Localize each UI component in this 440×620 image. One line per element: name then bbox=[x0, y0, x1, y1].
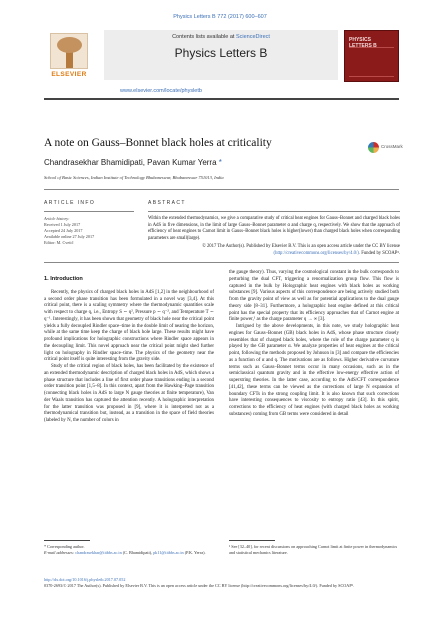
journal-title: Physics Letters B bbox=[174, 46, 268, 60]
journal-header bbox=[44, 30, 399, 94]
intro-paragraph-1: Recently, the physics of charged black holes in AdS [1,2] in the neighbourhood of a second order phase transition has been formulated in a novel way [3,4]. At this critical point, there is a scaling symmetry where the thermodynamic quantities scale with respect to charge q, i.e., Entropy S ∼ q², Pressure p ∼ q⁻², and Temperature T ∼ q⁻¹. Interestingly, it has been shown that geometry of black hole near the critical point yields a fully decoupled Rindler space–time in the double limit of nearing the horizon, while at the same time keep the charge of black hole large. These results might have profound implications for holographic constructions where Rindler space appears in the decoupling limit. This novel approach near the critical point might shed further light on holography in Rindler space–time. The physics of the geometry near the critical point itself is quite interesting from the gravity side. bbox=[44, 289, 214, 363]
doi-link[interactable]: http://dx.doi.org/10.1016/j.physletb.2017.07.052 bbox=[44, 577, 126, 582]
email-owner-2: (P.K. Yerra). bbox=[184, 549, 206, 555]
abstract-copyright bbox=[148, 244, 400, 257]
abstract-rule bbox=[148, 211, 400, 212]
article-info-rule bbox=[44, 211, 134, 212]
crossmark-icon bbox=[368, 142, 379, 153]
received-date: Received 1 July 2017 bbox=[44, 222, 81, 227]
email-owner-1: (C. Bhamidipati), bbox=[122, 549, 153, 555]
intro-paragraph-4: Intrigued by the above developments, in this note, we study holographic heat engines for Gauss–Bonnet (GB) black holes in AdS, whose phase structure closely resembles that of charged black holes, where the role of the charge parameter q is played by the GB parameter α. We analyze properties of heat engines at the critical point, following the methods proposed by Johnson in [3] and compare the efficiencies as a function of α and q. The motivations are as follows. Higher derivative curvature terms such as Gauss–Bonnet terms occur in many occasions, such as in the semiclassical quantum gravity and in the effective low-energy effective action of superstring theories. In the latter case, according to the AdS/CFT correspondence [41,42], these terms can be viewed as the corrections of large N expansion of boundary CFTs in the strong coupling limit. It is also known that such corrections have interesting consequences to viscosity to entropy ratio [43]. In this spirit, corrections to the efficiency of heat engines (with charged black holes as working substances) coming from GB terms were considered in detail bbox=[229, 324, 399, 417]
author-footnotes bbox=[44, 544, 214, 555]
publisher-name: ELSEVIER bbox=[51, 71, 87, 78]
cover-title: PHYSICS LETTERS B bbox=[349, 37, 377, 49]
author-affiliation: School of Basic Sciences, Indian Institute of Technology Bhubaneswar, Bhubaneswar 751013, India bbox=[44, 175, 224, 180]
article-footer bbox=[44, 577, 399, 588]
author-names: Chandrasekhar Bhamidipati, Pavan Kumar Yerra bbox=[44, 158, 217, 167]
abstract-heading: ABSTRACT bbox=[148, 200, 186, 206]
elsevier-tree-icon bbox=[50, 33, 88, 69]
email-link-2[interactable]: pk11@iitbbs.ac.in bbox=[153, 549, 184, 555]
intro-paragraph-3: the gauge theory). Thus, varying the cosmological constant in the bulk corresponds to perturbing the dual CFT, triggering a renormalization group flow. This flow is captured in the bulk by Holographic heat engines with black holes as working substances [9]. Various aspects of this correspondence are being actively studied both from the gravity point of view as well as for potential applications to the dual gauge theory side [8–31]. Furthermore, a holographic heat engine defined at this critical point has the special property that its efficiency approaches that of Carnot engine at finite power,¹ as the charge parameter q → ∞ [3]. bbox=[229, 270, 399, 323]
copyright-text: © 2017 The Author(s). Published by Elsevier B.V. This is an open access article under the CC BY license bbox=[202, 244, 400, 249]
elsevier-logo[interactable] bbox=[44, 30, 94, 80]
funding-note: Funded by SCOAP³. bbox=[361, 250, 400, 256]
editor-name: Editor: M. Cvetič bbox=[44, 240, 74, 245]
corresponding-author-marker[interactable]: * bbox=[218, 158, 222, 167]
cover-decoration bbox=[349, 47, 394, 77]
article-info-panel bbox=[44, 200, 134, 246]
accepted-date: Accepted 24 July 2017 bbox=[44, 228, 83, 233]
journal-citation-link[interactable]: Physics Letters B 772 (2017) 600–607 bbox=[173, 14, 267, 20]
section-divider bbox=[44, 189, 399, 190]
article-info-heading: ARTICLE INFO bbox=[44, 200, 96, 206]
right-column bbox=[229, 270, 399, 419]
abstract-text: Within the extended thermodynamics, we give a comparative study of critical heat engines for Gauss–Bonnet and charged black holes in AdS in five dimensions, in the limit of large Gauss–Bonnet parameter α and charge q, respectively. We show that the approach of efficiency of heat engines to Carnot limit in Gauss–Bonnet black holes is higher(lower) than charged black holes when corresponding parameters are small(large). bbox=[148, 216, 400, 241]
footnote-rule-left bbox=[44, 540, 90, 541]
article-history-label: Article history: bbox=[44, 216, 70, 221]
corresponding-author-note: * Corresponding author. bbox=[44, 544, 85, 549]
body-columns bbox=[44, 270, 399, 540]
paper-title: A note on Gauss–Bonnet black holes at criticality bbox=[44, 137, 272, 149]
footnote-1: ¹ See [32–40], for recent discussions on approaching Carnot limit at finite power in thermodynamics and statistical mechanics literature. bbox=[229, 544, 398, 555]
abstract-panel bbox=[148, 200, 400, 257]
crossmark-badge[interactable] bbox=[368, 142, 403, 154]
email-line bbox=[44, 550, 214, 556]
footnote-rule-right bbox=[229, 540, 275, 541]
introduction-heading: 1. Introduction bbox=[44, 276, 83, 282]
crossmark-label: CrossMark bbox=[381, 144, 403, 149]
author-list bbox=[44, 158, 222, 167]
contents-line bbox=[104, 34, 338, 40]
intro-paragraph-2: Study of the critical region of black holes, has been facilitated by the existence of an extended thermodynamic description of charged black holes in AdS, which shows a phase structure that includes a line of first order phase transitions ending in a second order transition point [1,5–8]. In this context, apart from the Hawking–Page transition (connecting black holes in AdS to large N gauge theories at finite temperature), Van der Waals transition has captured the attention recently. A holographic interpretation for the latter transition was proposed in [9], where it is interpreted not as a thermodynamical transition but, instead, as a transition in the space of field theories (labeled by N, the number of colors in bbox=[44, 364, 214, 423]
body-divider bbox=[44, 262, 399, 263]
contents-prefix: Contents lists available at bbox=[172, 34, 235, 40]
online-date: Available online 27 July 2017 bbox=[44, 234, 95, 239]
cc-license-link[interactable]: (http://creativecommons.org/licenses/by/4.0/). bbox=[273, 250, 361, 256]
journal-banner bbox=[104, 30, 338, 80]
email-label: E-mail addresses: bbox=[44, 549, 75, 555]
header-divider bbox=[44, 98, 399, 100]
left-column bbox=[44, 270, 214, 425]
email-link-1[interactable]: chandrasekhar@iitbbs.ac.in bbox=[75, 549, 122, 555]
journal-homepage-link[interactable]: www.elsevier.com/locate/physletb bbox=[120, 88, 202, 94]
sciencedirect-link[interactable]: ScienceDirect bbox=[235, 34, 270, 40]
footer-license: 0370-2693/© 2017 The Author(s). Published by Elsevier B.V. This is an open access article under the CC BY license (http://creativecommons.org/licenses/by/4.0/). Funded by SCOAP³. bbox=[44, 582, 354, 588]
journal-cover-image[interactable] bbox=[344, 30, 399, 82]
